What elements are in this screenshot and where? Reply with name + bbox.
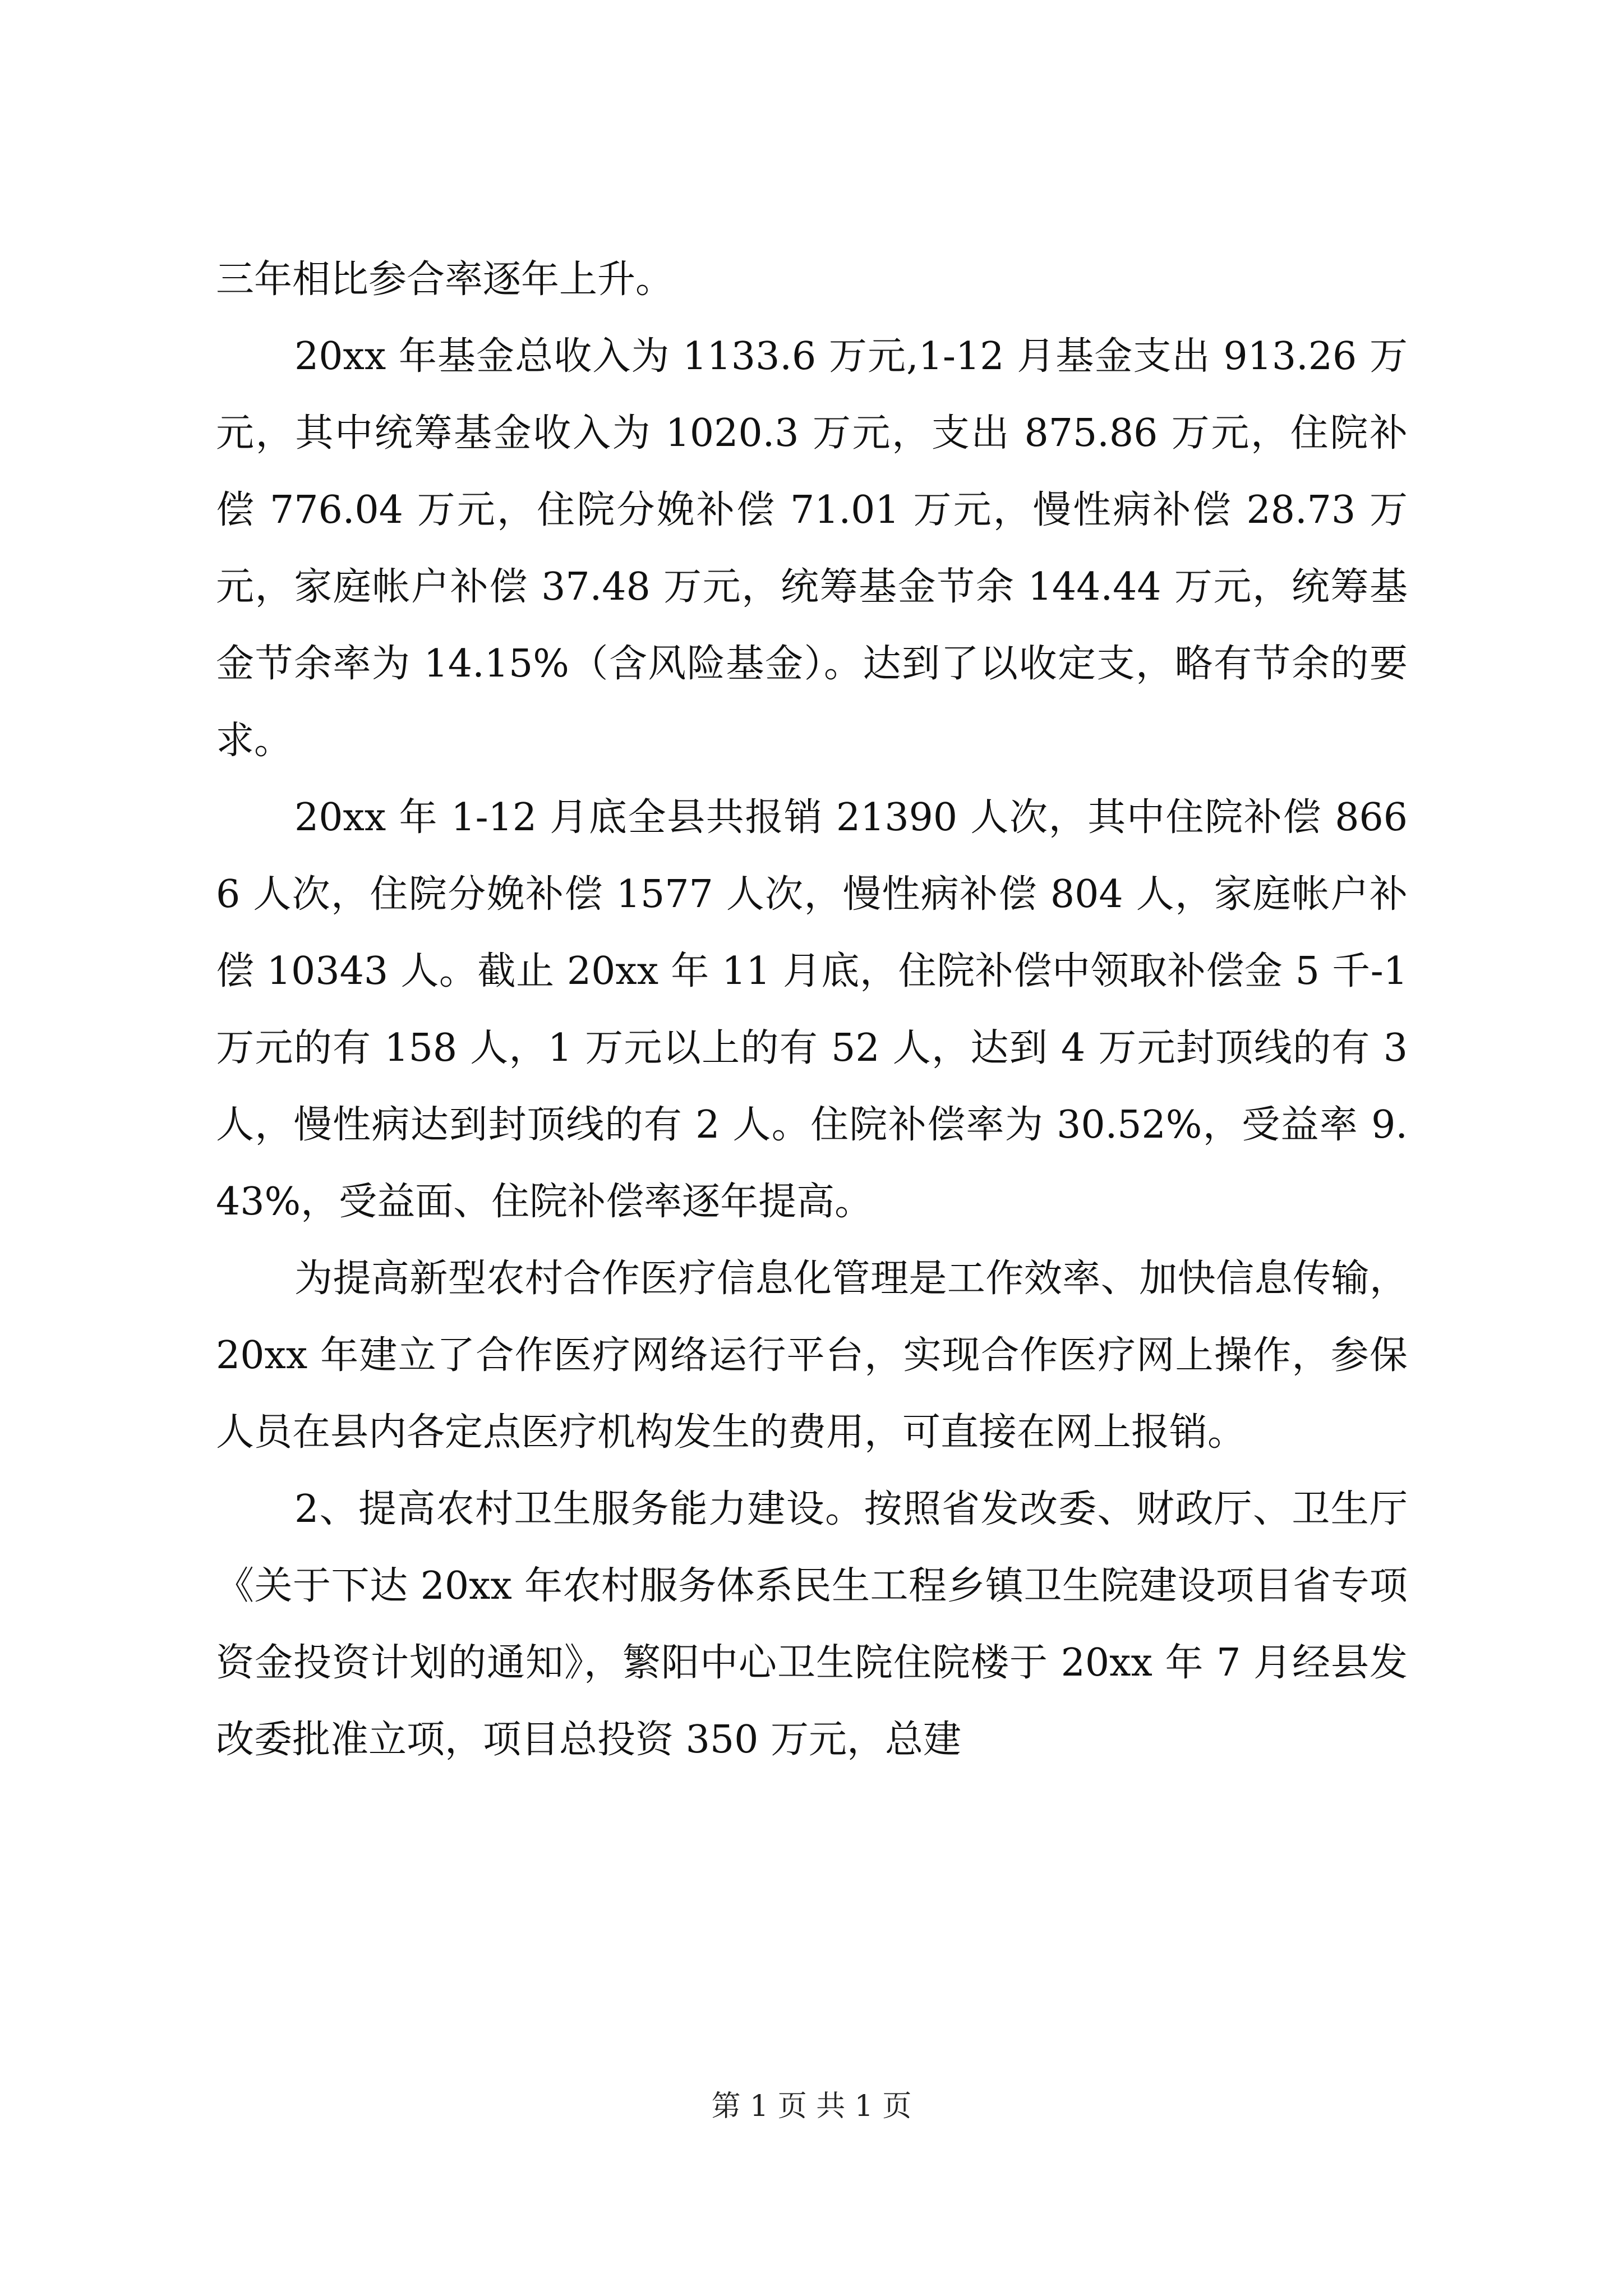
- paragraph-informatization: 为提高新型农村合作医疗信息化管理是工作效率、加快信息传输，20xx 年建立了合作医疗网络运行平台，实现合作医疗网上操作，参保人员在县内各定点医疗机构发生的费用，可直接在网上报销。: [216, 1257, 1408, 1455]
- page-footer: 第 1 页 共 1 页: [711, 2090, 912, 2123]
- paragraph-continuation: 三年相比参合率逐年上升。: [216, 257, 674, 302]
- paragraph-fund-income: 20xx 年基金总收入为 1133.6 万元,1-12 月基金支出 913.26 万元，其中统筹基金收入为 1020.3 万元，支出 875.86 万元，住院补偿 776.04 万元，住院分娩补偿 71.01 万元，慢性病补偿 28.73 万元，家庭帐户补偿 37.48 万元，统筹基金节余 144.44 万元，统筹基金节余率为 14.15%（含风险基金）。达到了以收定支，略有节余的要求。: [216, 334, 1408, 763]
- paragraph-service-capacity: 2、提高农村卫生服务能力建设。按照省发改委、财政厅、卫生厅《关于下达 20xx 年农村服务体系民生工程乡镇卫生院建设项目省专项资金投资计划的通知》，繁阳中心卫生院住院楼于 20xx 年 7 月经县发改委批准立项，项目总投资 350 万元，总建: [216, 1487, 1408, 1762]
- paragraph-reimbursement: 20xx 年 1-12 月底全县共报销 21390 人次，其中住院补偿 8666 人次，住院分娩补偿 1577 人次，慢性病补偿 804 人，家庭帐户补偿 10343 人。截止 20xx 年 11 月底，住院补偿中领取补偿金 5 千-1 万元的有 158 人，1 万元以上的有 52 人，达到 4 万元封顶线的有 3 人，慢性病达到封顶线的有 2 人。住院补偿率为 30.52%，受益率 9.43%，受益面、住院补偿率逐年提高。: [216, 795, 1408, 1224]
- document-body: [216, 241, 1408, 1778]
